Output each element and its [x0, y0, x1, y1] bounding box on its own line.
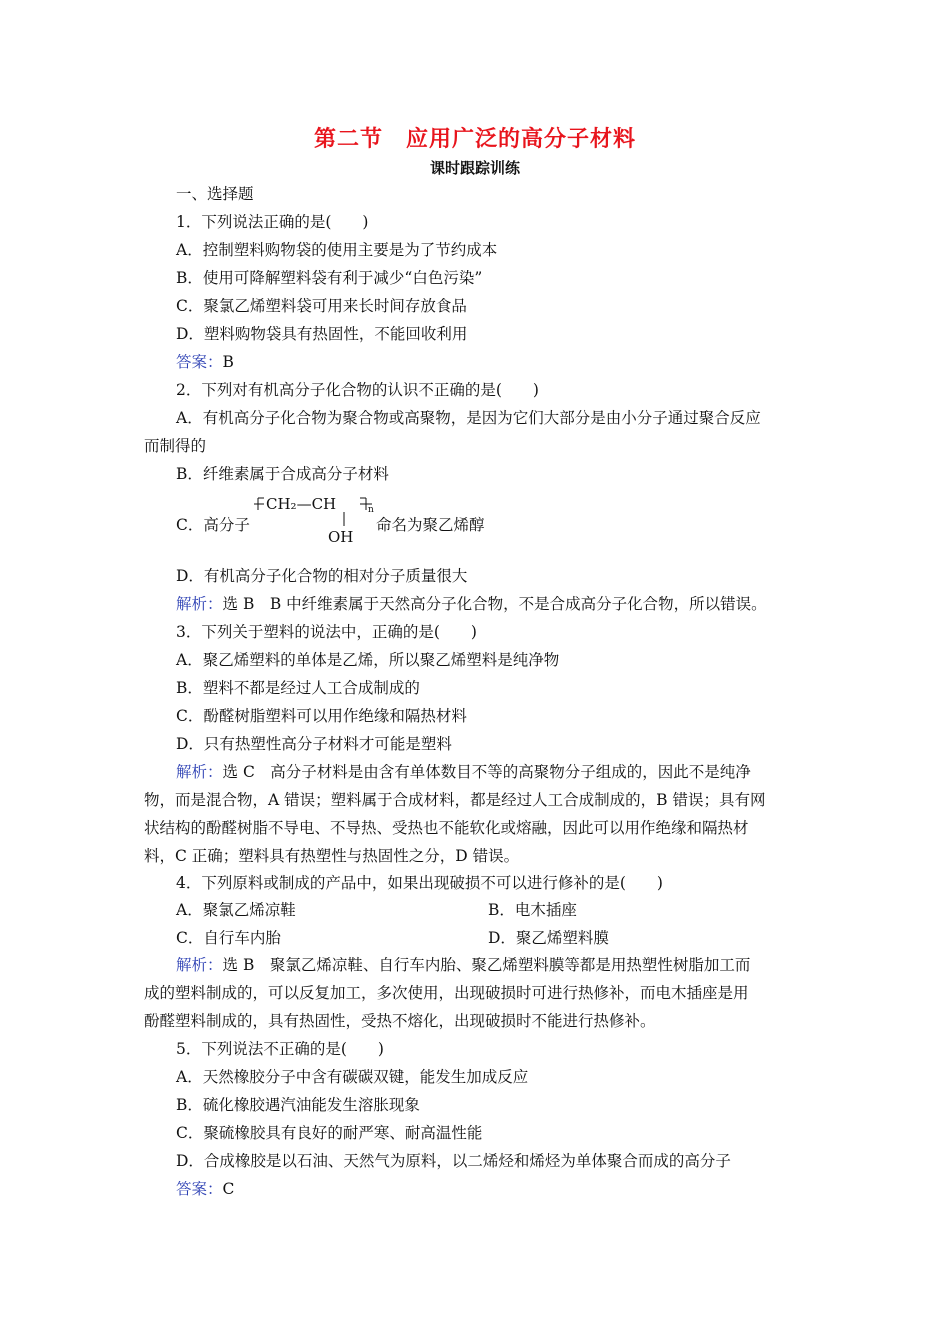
q4-analysis-line1: [176, 954, 750, 976]
q2-option-a-line1: A．有机高分子化合物为聚合物或高聚物，是因为它们大部分是由小分子通过聚合反应: [176, 409, 761, 427]
q4-option-d: D．聚乙烯塑料膜: [488, 929, 609, 947]
q3-option-b: B．塑料不都是经过人工合成制成的: [176, 679, 420, 697]
polyvinyl-alcohol-formula: [252, 488, 382, 548]
q4-analysis-line3: 酚醛塑料制成的，具有热固性，受热不熔化，出现破损时不能进行热修补。: [144, 1012, 656, 1030]
q1-answer: [176, 351, 234, 373]
analysis-text: 选 C 高分子材料是由含有单体数目不等的高聚物分子组成的，因此不是纯净: [222, 763, 751, 781]
q4-stem: 4．下列原料或制成的产品中，如果出现破损不可以进行修补的是( ): [176, 874, 663, 892]
q3-option-d: D．只有热塑性高分子材料才可能是塑料: [176, 735, 452, 753]
q4-option-a: A．聚氯乙烯凉鞋: [176, 901, 296, 919]
page-subtitle: 课时跟踪训练: [429, 159, 520, 177]
q1-option-b: B．使用可降解塑料袋有利于减少“白色污染”: [176, 269, 483, 287]
q5-option-c: C．聚硫橡胶具有良好的耐严寒、耐高温性能: [176, 1124, 483, 1142]
analysis-label: 解析：: [176, 956, 223, 974]
answer-value: C: [222, 1180, 235, 1198]
q5-stem: 5．下列说法不正确的是( ): [176, 1040, 384, 1058]
analysis-label: 解析：: [176, 763, 223, 781]
chain-text: CH₂—CH: [266, 495, 337, 513]
subscript-n: n: [368, 505, 374, 515]
q3-option-c: C．酚醛树脂塑料可以用作绝缘和隔热材料: [176, 707, 467, 725]
section-heading: 一、选择题: [176, 185, 254, 203]
q3-analysis-line3: 状结构的酚醛树脂不导电、不导热、受热也不能软化或熔融，因此可以用作绝缘和隔热材: [144, 819, 749, 837]
q4-option-c: C．自行车内胎: [176, 929, 281, 947]
q2-option-a-line2: 而制得的: [144, 437, 207, 455]
q1-option-a: A．控制塑料购物袋的使用主要是为了节约成本: [176, 241, 498, 259]
analysis-label: 解析：: [176, 595, 223, 613]
q4-analysis-line2: 成的塑料制成的，可以反复加工，多次使用，出现破损时可进行热修补，而电木插座是用: [144, 984, 749, 1002]
q5-option-d: D．合成橡胶是以石油、天然气为原料，以二烯烃和烯烃为单体聚合而成的高分子: [176, 1152, 731, 1170]
q5-option-b: B．硫化橡胶遇汽油能发生溶胀现象: [176, 1096, 420, 1114]
q5-answer: [176, 1178, 234, 1200]
page-title: 第二节 应用广泛的高分子材料: [313, 127, 636, 152]
q1-stem: 1．下列说法正确的是( ): [176, 213, 369, 231]
q3-analysis-line4: 料，C 正确；塑料具有热塑性与热固性之分，D 错误。: [144, 847, 520, 865]
q4-option-b: B．电木插座: [488, 901, 577, 919]
q3-option-a: A．聚乙烯塑料的单体是乙烯，所以聚乙烯塑料是纯净物: [176, 651, 560, 669]
answer-value: B: [222, 353, 234, 371]
q2-option-d: D．有机高分子化合物的相对分子质量很大: [176, 567, 468, 585]
answer-label: 答案：: [176, 1180, 223, 1198]
q3-stem: 3．下列关于塑料的说法中，正确的是( ): [176, 623, 477, 641]
q1-option-c: C．聚氯乙烯塑料袋可用来长时间存放食品: [176, 297, 467, 315]
q2-option-c-prefix: C．高分子: [176, 516, 250, 534]
hydroxyl-group: OH: [328, 528, 354, 546]
analysis-text: 选 B 聚氯乙烯凉鞋、自行车内胎、聚乙烯塑料膜等都是用热塑性树脂加工而: [222, 956, 751, 974]
analysis-text: 选 B B 中纤维素属于天然高分子化合物，不是合成高分子化合物，所以错误。: [222, 595, 767, 613]
q2-stem: 2．下列对有机高分子化合物的认识不正确的是( ): [176, 381, 539, 399]
q1-option-d: D．塑料购物袋具有热固性，不能回收利用: [176, 325, 468, 343]
answer-label: 答案：: [176, 353, 223, 371]
q2-option-b: B．纤维素属于合成高分子材料: [176, 465, 389, 483]
q3-analysis-line1: [176, 761, 751, 783]
q5-option-a: A．天然橡胶分子中含有碳碳双键，能发生加成反应: [176, 1068, 529, 1086]
q2-analysis: [176, 593, 767, 615]
q3-analysis-line2: 物，而是混合物，A 错误；塑料属于合成材料，都是经过人工合成制成的，B 错误；具有网: [144, 791, 766, 809]
q2-option-c-suffix: 命名为聚乙烯醇: [376, 516, 485, 534]
